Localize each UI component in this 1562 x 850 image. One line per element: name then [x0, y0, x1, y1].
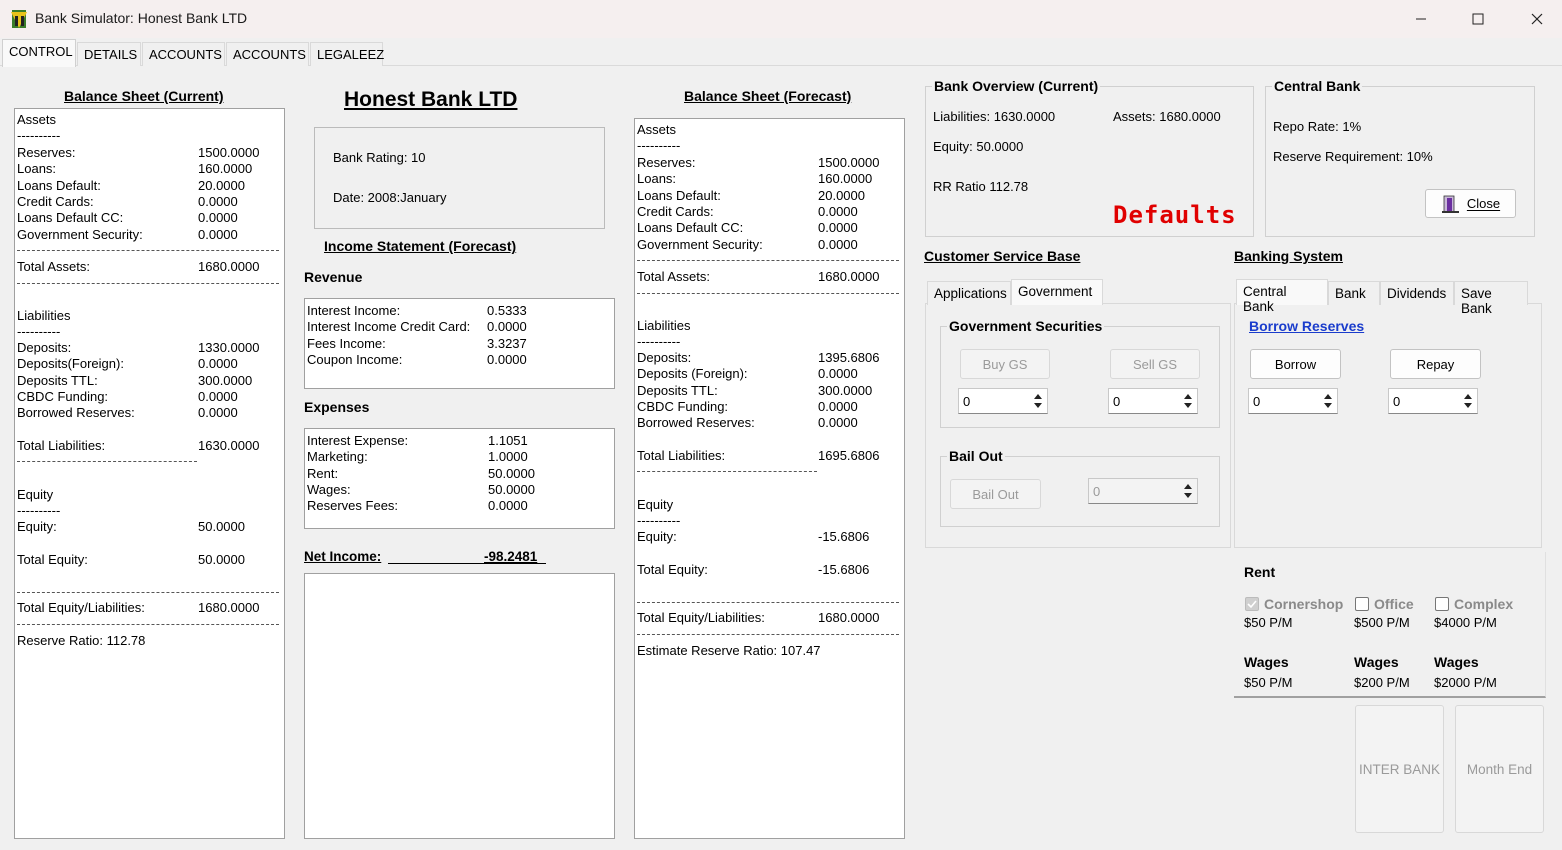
maximize-button[interactable] — [1455, 5, 1501, 33]
row-value: 0.5333 — [487, 303, 527, 318]
row-label: Coupon Income: — [307, 351, 403, 367]
borrow-quantity-value: 0 — [1253, 394, 1261, 409]
row-value: 1500.0000 — [198, 145, 260, 160]
equity-row-label: Equity: — [637, 529, 677, 544]
row-label: CBDC Funding: — [17, 388, 109, 404]
repo-rate: Repo Rate: 1% — [1273, 119, 1362, 134]
balance-current-heading: Balance Sheet (Current) — [64, 88, 224, 104]
buy-gs-button[interactable]: Buy GS — [960, 349, 1050, 379]
total-equity-label: Total Equity: — [17, 552, 88, 567]
row-value: 20.0000 — [198, 177, 245, 193]
row-value: 1395.6806 — [818, 350, 880, 365]
row-label: Deposits TTL: — [637, 382, 718, 398]
wages-label-1: Wages — [1244, 654, 1289, 670]
wages-price-2: $200 P/M — [1354, 675, 1410, 690]
cornershop-checkbox[interactable] — [1245, 597, 1259, 611]
separator: ---------- — [637, 138, 681, 153]
bailout-button[interactable]: Bail Out — [950, 479, 1041, 509]
repay-quantity[interactable] — [1388, 388, 1478, 414]
door-icon — [1441, 194, 1461, 214]
tab-save-bank[interactable]: Save Bank — [1454, 281, 1528, 305]
close-button[interactable] — [1425, 189, 1516, 218]
row-value: 0.0000 — [818, 366, 858, 382]
divider — [17, 250, 279, 251]
minimize-button[interactable] — [1398, 5, 1444, 33]
separator: ---------- — [17, 128, 61, 143]
assets-label: Assets — [17, 112, 57, 127]
defaults-indicator: Defaults — [1113, 201, 1237, 229]
sell-gs-quantity-value: 0 — [1113, 394, 1121, 409]
bailout-quantity[interactable] — [1088, 478, 1198, 504]
row-value: 0.0000 — [487, 351, 527, 367]
divider — [637, 634, 899, 635]
tab-dividends[interactable]: Dividends — [1380, 281, 1454, 305]
rent-title: Rent — [1244, 564, 1276, 580]
row-label: Loans: — [637, 171, 677, 187]
overview-rr-ratio: RR Ratio 112.78 — [933, 179, 1029, 194]
banking-system-heading: Banking System — [1234, 248, 1343, 264]
revenue-panel — [304, 298, 615, 389]
row-label: Deposits (Foreign): — [637, 366, 748, 382]
total-liabilities-value: 1695.6806 — [818, 448, 880, 463]
divider — [17, 624, 279, 625]
customer-service-tabs — [925, 279, 1231, 305]
divider — [17, 283, 279, 284]
spinner-arrows-icon — [1183, 392, 1193, 410]
net-income-label: Net Income: — [304, 549, 382, 564]
total-assets-label: Total Assets: — [637, 269, 710, 284]
total-liabilities-label: Total Liabilities: — [17, 438, 106, 453]
row-value: 0.0000 — [198, 388, 238, 404]
separator: ---------- — [17, 324, 61, 339]
row-label: Interest Expense: — [307, 433, 409, 448]
equity-row-value: 50.0000 — [198, 519, 245, 534]
overview-liabilities: Liabilities: 1630.0000 — [933, 109, 1056, 124]
complex-checkbox[interactable] — [1435, 597, 1449, 611]
borrow-reserves-title: Borrow Reserves — [1249, 318, 1365, 334]
reserve-requirement: Reserve Requirement: 10% — [1273, 149, 1433, 164]
revenue-label: Revenue — [304, 269, 363, 285]
divider — [637, 602, 899, 603]
row-value: 1.1051 — [488, 433, 528, 448]
tab-details[interactable]: DETAILS — [77, 42, 141, 66]
row-value: 0.0000 — [487, 319, 527, 335]
row-value: 0.0000 — [818, 236, 858, 252]
check-icon — [1246, 598, 1258, 610]
reserve-ratio: Reserve Ratio: 112.78 — [17, 633, 146, 648]
bank-name: Honest Bank LTD — [344, 88, 518, 111]
tab-legaleez[interactable]: LEGALEEZ — [310, 42, 383, 66]
total-assets-value: 1680.0000 — [818, 269, 880, 284]
complex-price: $4000 P/M — [1434, 615, 1497, 630]
tab-accounts[interactable]: ACCOUNTS — [142, 42, 225, 66]
office-checkbox[interactable] — [1355, 597, 1369, 611]
banking-system-tabs — [1234, 279, 1542, 316]
total-liabilities-value: 1630.0000 — [198, 438, 260, 453]
notes-panel — [304, 573, 615, 839]
spinner-arrows-icon — [1463, 392, 1473, 410]
close-button-label: Close — [1466, 196, 1501, 211]
row-label: Credit Cards: — [637, 203, 714, 219]
row-label: CBDC Funding: — [637, 398, 729, 414]
repay-button[interactable]: Repay — [1390, 349, 1481, 379]
customer-service-heading: Customer Service Base — [924, 248, 1081, 264]
cornershop-label: Cornershop — [1264, 596, 1344, 612]
wages-price-3: $2000 P/M — [1434, 675, 1497, 690]
row-value: 1330.0000 — [198, 340, 260, 355]
row-label: Interest Income: — [307, 303, 401, 318]
row-label: Loans Default CC: — [17, 210, 124, 226]
estimate-reserve-ratio: Estimate Reserve Ratio: 107.47 — [637, 643, 821, 658]
row-value: 50.0000 — [488, 481, 535, 497]
row-label: Deposits TTL: — [17, 372, 98, 388]
row-label: Fees Income: — [307, 335, 386, 351]
equity-row-label: Equity: — [17, 519, 57, 534]
row-value: 160.0000 — [818, 171, 873, 187]
total-equity-value: -15.6806 — [818, 562, 870, 577]
row-value: 0.0000 — [818, 398, 858, 414]
row-value: 0.0000 — [198, 405, 238, 421]
row-label: Reserves: — [17, 145, 76, 160]
row-label: Government Security: — [637, 236, 763, 252]
row-label: Interest Income Credit Card: — [307, 319, 471, 335]
total-assets-value: 1680.0000 — [198, 259, 260, 274]
tab-central-bank[interactable]: Central Bank — [1236, 279, 1328, 305]
row-label: Credit Cards: — [17, 193, 94, 209]
row-value: 0.0000 — [198, 210, 238, 226]
window-title: Bank Simulator: Honest Bank LTD — [35, 10, 248, 26]
tab-government[interactable]: Government — [1011, 279, 1103, 305]
sell-gs-quantity[interactable] — [1108, 388, 1198, 414]
total-eq-liab-value: 1680.0000 — [198, 600, 260, 615]
cornershop-price: $50 P/M — [1244, 615, 1293, 630]
row-value: 50.0000 — [488, 465, 535, 481]
gov-securities-title: Government Securities — [949, 318, 1103, 334]
office-label: Office — [1374, 596, 1414, 612]
maximize-icon — [1472, 13, 1484, 25]
row-label: Reserves Fees: — [307, 498, 399, 514]
net-income-value: -98.2481 — [484, 549, 538, 564]
row-value: 300.0000 — [818, 382, 873, 398]
bank-info-panel — [314, 127, 605, 229]
row-label: Deposits: — [637, 350, 692, 365]
tab-control[interactable]: CONTROL — [2, 39, 76, 67]
total-eq-liab-label: Total Equity/Liabilities: — [17, 600, 145, 615]
balance-forecast-heading: Balance Sheet (Forecast) — [684, 88, 852, 104]
row-value: 300.0000 — [198, 372, 253, 388]
close-icon — [1531, 13, 1543, 25]
central-bank-title: Central Bank — [1274, 78, 1361, 94]
row-label: Deposits(Foreign): — [17, 356, 124, 372]
tab-applications[interactable]: Applications — [927, 281, 1011, 305]
bailout-quantity-value: 0 — [1093, 484, 1101, 499]
office-price: $500 P/M — [1354, 615, 1410, 630]
separator: ---------- — [637, 513, 681, 528]
row-value: 1.0000 — [488, 449, 528, 465]
borrow-button[interactable]: Borrow — [1250, 349, 1341, 379]
wages-label-2: Wages — [1354, 654, 1399, 670]
divider — [637, 260, 899, 261]
repay-quantity-value: 0 — [1393, 394, 1401, 409]
row-value: 0.0000 — [488, 498, 528, 514]
divider — [637, 471, 817, 472]
row-label: Marketing: — [307, 449, 368, 465]
tab-bank[interactable]: Bank — [1328, 281, 1380, 305]
row-label: Government Security: — [17, 226, 143, 242]
total-eq-liab-value: 1680.0000 — [818, 610, 880, 625]
row-value: 20.0000 — [818, 187, 865, 203]
wages-price-1: $50 P/M — [1244, 675, 1293, 690]
buy-gs-quantity-value: 0 — [963, 394, 971, 409]
row-value: 0.0000 — [818, 220, 858, 236]
total-eq-liab-label: Total Equity/Liabilities: — [637, 610, 765, 625]
row-label: Deposits: — [17, 340, 72, 355]
overview-assets: Assets: 1680.0000 — [1113, 109, 1221, 124]
tab-accounts-2[interactable]: ACCOUNTS — [226, 42, 309, 66]
row-value: 0.0000 — [198, 356, 238, 372]
row-label: Loans Default CC: — [637, 220, 744, 236]
equity-row-value: -15.6806 — [818, 529, 870, 544]
row-value: 0.0000 — [198, 193, 238, 209]
banking-system-tabpanel — [1234, 303, 1542, 548]
spinner-arrows-icon — [1183, 482, 1193, 500]
inter-bank-button[interactable]: INTER BANK — [1355, 705, 1444, 833]
balance-forecast-panel — [634, 118, 905, 839]
overview-equity: Equity: 50.0000 — [933, 139, 1024, 154]
row-value: 1500.0000 — [818, 155, 880, 170]
spinner-arrows-icon — [1323, 392, 1333, 410]
total-equity-value: 50.0000 — [198, 552, 245, 567]
app-icon — [9, 8, 31, 30]
total-equity-label: Total Equity: — [637, 562, 708, 577]
buy-gs-quantity[interactable] — [958, 388, 1048, 414]
separator: ---------- — [637, 334, 681, 349]
sell-gs-button[interactable]: Sell GS — [1110, 349, 1200, 379]
complex-label: Complex — [1454, 596, 1514, 612]
divider — [17, 461, 197, 462]
separator: ---------- — [17, 503, 61, 518]
row-value: 0.0000 — [818, 203, 858, 219]
total-assets-label: Total Assets: — [17, 259, 90, 274]
bank-rating: Bank Rating: 10 — [333, 150, 426, 165]
bank-overview-title: Bank Overview (Current) — [934, 78, 1099, 94]
row-label: Borrowed Reserves: — [17, 405, 135, 421]
row-value: 0.0000 — [198, 226, 238, 242]
row-value: 160.0000 — [198, 161, 253, 177]
month-end-button[interactable]: Month End — [1455, 705, 1544, 833]
borrow-quantity[interactable] — [1248, 388, 1338, 414]
row-label: Loans Default: — [17, 177, 101, 193]
liabilities-label: Liabilities — [17, 308, 71, 323]
row-label: Wages: — [307, 481, 351, 497]
divider — [637, 293, 899, 294]
total-liabilities-label: Total Liabilities: — [637, 448, 726, 463]
row-value: 0.0000 — [818, 415, 858, 431]
minimize-icon — [1415, 13, 1427, 25]
row-label: Borrowed Reserves: — [637, 415, 755, 431]
row-label: Rent: — [307, 465, 339, 481]
expenses-panel — [304, 428, 615, 529]
row-label: Reserves: — [637, 155, 696, 170]
equity-label: Equity — [17, 487, 54, 502]
bailout-title: Bail Out — [949, 448, 1003, 464]
row-label: Loans Default: — [637, 187, 721, 203]
bank-date: Date: 2008:January — [333, 190, 447, 205]
close-window-button[interactable] — [1514, 5, 1560, 33]
row-label: Loans: — [17, 161, 57, 177]
income-heading: Income Statement (Forecast) — [324, 238, 517, 254]
main-tabs — [0, 38, 1562, 66]
assets-label: Assets — [637, 122, 677, 137]
expenses-label: Expenses — [304, 399, 370, 415]
liabilities-label: Liabilities — [637, 318, 691, 333]
divider — [17, 592, 279, 593]
row-value: 3.3237 — [487, 335, 527, 351]
equity-label: Equity — [637, 497, 674, 512]
spinner-arrows-icon — [1033, 392, 1043, 410]
wages-label-3: Wages — [1434, 654, 1479, 670]
balance-current-panel — [14, 108, 285, 839]
